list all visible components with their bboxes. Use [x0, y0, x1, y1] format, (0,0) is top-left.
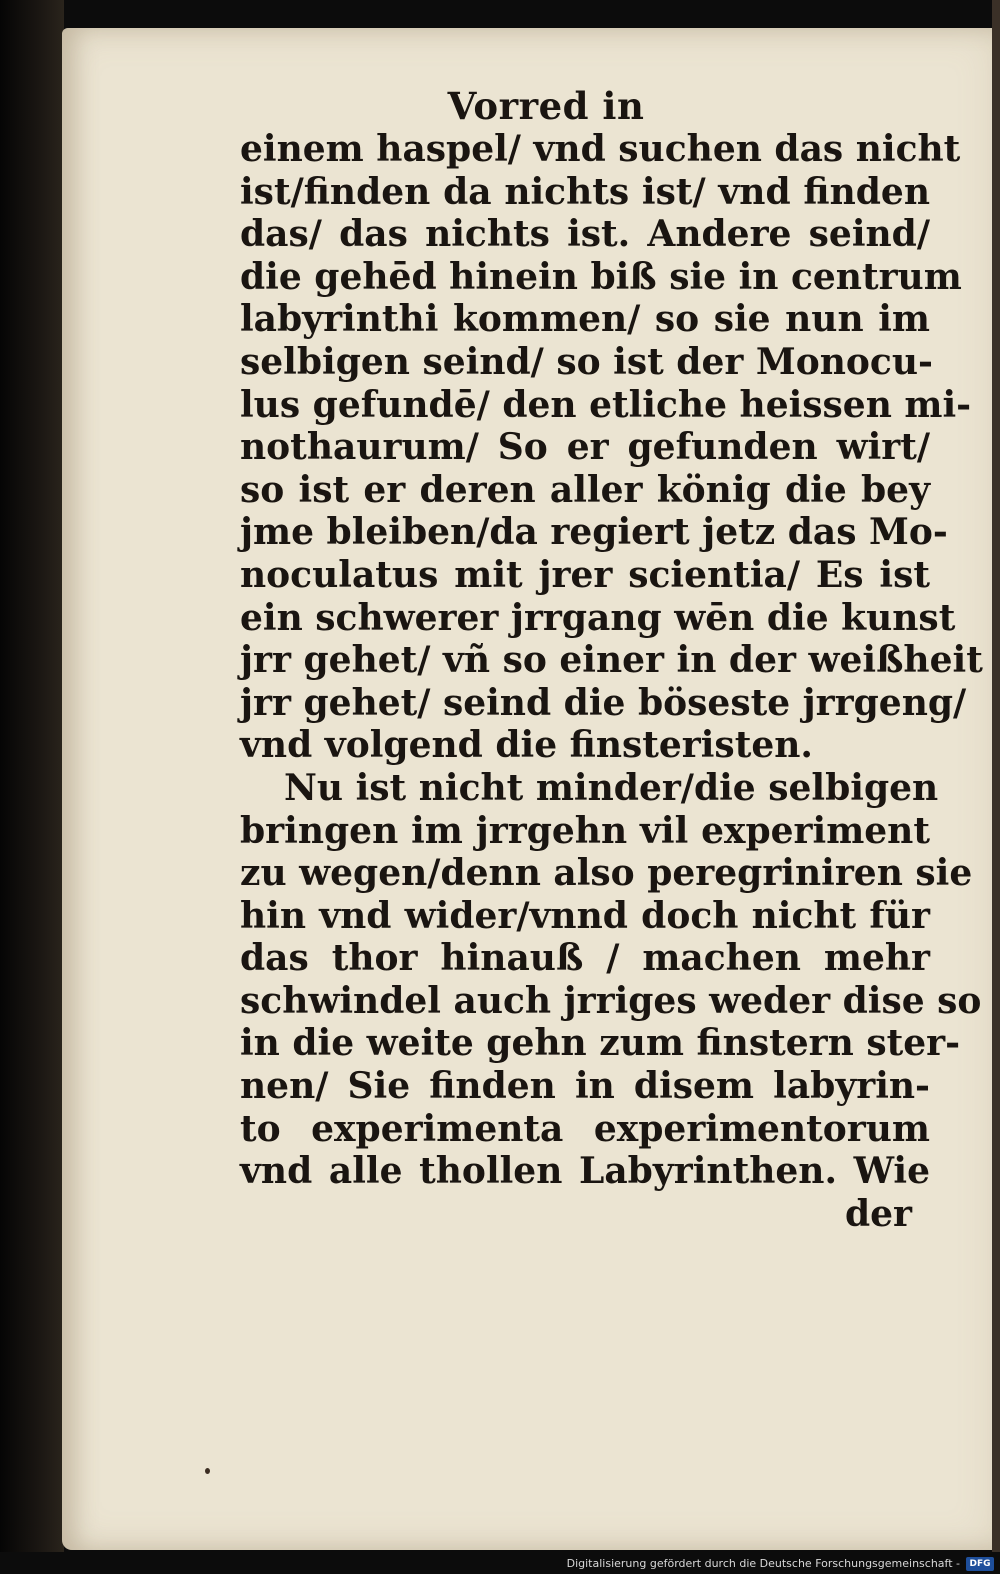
text-line: so ist er deren aller könig die bey [240, 468, 930, 511]
text-line: nen/ Sie finden in disem labyrin- [240, 1065, 930, 1108]
ink-speck [205, 1468, 210, 1474]
text-line: vnd alle thollen Labyrinthen. Wie [240, 1150, 930, 1193]
text-line: ist/finden da nichts ist/ vnd finden [240, 170, 930, 213]
text-line: das thor hinauß / machen mehr [240, 937, 930, 980]
dfg-logo: DFG [966, 1557, 994, 1571]
text-line: schwindel auch jrriges weder dise so [240, 979, 982, 1022]
text-line: die gehēd hinein biß sie in centrum [240, 255, 962, 298]
page-text-block [240, 84, 983, 1235]
text-line: jrr gehet/ seind die böseste jrrgeng/ [240, 681, 967, 724]
text-line: vnd volgend die finsteristen. [240, 724, 813, 767]
text-line: selbigen seind/ so ist der Monocu- [240, 340, 933, 383]
text-line: das/ das nichts ist. Andere seind/ [240, 213, 930, 256]
running-head: Vorred in [447, 84, 645, 128]
text-line: jrr gehet/ vñ so einer in der weißheit [240, 639, 983, 682]
text-line: noculatus mit jrer scientia/ Es ist [240, 553, 930, 596]
text-line: lus gefundē/ den etliche heissen mi- [240, 383, 972, 426]
text-line: zu wegen/denn also peregriniren sie [240, 852, 973, 895]
text-line: jme bleiben/da regiert jetz das Mo- [240, 511, 948, 554]
book-binding-edge [0, 0, 64, 1574]
text-line: Nu ist nicht minder/die selbigen [284, 766, 939, 809]
funding-credit: Digitalisierung gefördert durch die Deutsche Forschungsgemeinschaft - [566, 1557, 960, 1570]
text-line: bringen im jrrgehn vil experiment [240, 809, 930, 852]
footer-bar [0, 1552, 1000, 1574]
text-line: in die weite gehn zum finstern ster- [240, 1022, 961, 1065]
text-line: to experimenta experimentorum [240, 1107, 930, 1150]
text-line: einem haspel/ vnd suchen das nicht [240, 128, 961, 170]
paragraph-2 [240, 766, 982, 1193]
text-line: labyrinthi kommen/ so sie nun im [240, 298, 930, 341]
page-edge-strip [992, 0, 1000, 1574]
catchword: der [844, 1192, 912, 1235]
paragraph-1 [240, 128, 983, 767]
text-line: ein schwerer jrrgang wēn die kunst [240, 596, 956, 639]
text-line: hin vnd wider/vnnd doch nicht für [240, 894, 930, 937]
text-line: nothaurum/ So er gefunden wirt/ [240, 426, 930, 469]
